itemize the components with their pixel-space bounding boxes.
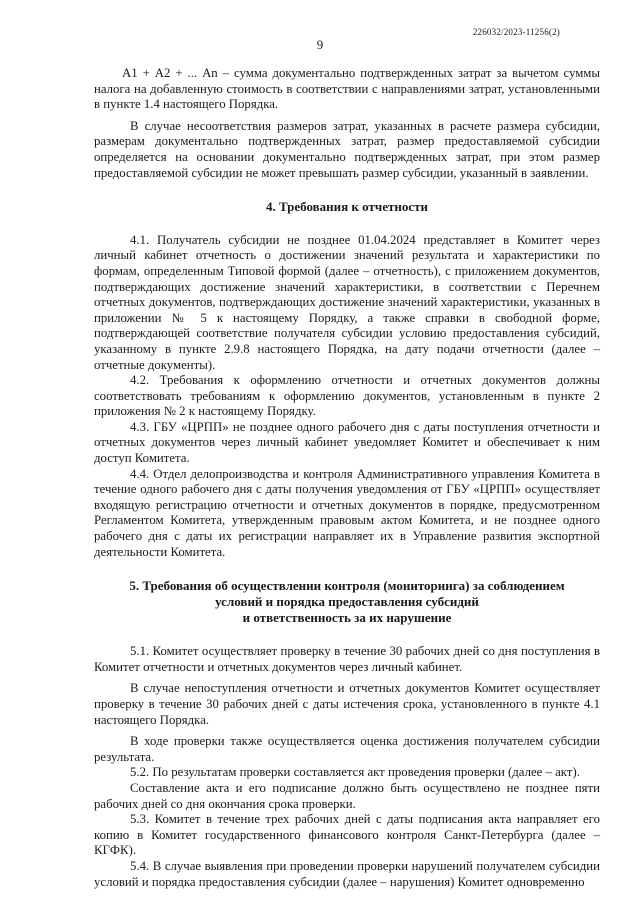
section-5-heading-line-1: 5. Требования об осуществлении контроля (мониторинга) за соблюдением <box>129 578 565 594</box>
paragraph-4-4: 4.4. Отдел делопроизводства и контроля Административного управления Комитета в течение одного рабочего дня с даты получения уведомления от ГБУ «ЦРПП» осуществляет входящую регистрацию отчетности и отчетных документов в порядке, предусмотренном Регламентом Комитета, утвержденным правовым актом Комитета, и не позднее одного рабочего дня с даты их регистрации направляет их в Управление развития экспортной деятельности Комитета. <box>94 466 600 559</box>
section-5-heading-line-3: и ответственность за их нарушение <box>242 610 452 626</box>
paragraph-mismatch: В случае несоответствия размеров затрат, указанных в расчете размера субсидии, размерам документально подтвержденных затрат, размер предоставляемой субсидии определяется на основании документально подтвержденных затрат, при этом размер предоставляемой субсидии не может превышать размер субсидии, указанный в заявлении. <box>94 118 600 180</box>
document-id: 226032/2023-11256(2) <box>472 27 560 37</box>
paragraph-5-1: 5.1. Комитет осуществляет проверку в течение 30 рабочих дней со дня поступления в Комитет отчетности и отчетных документов через личный кабинет. <box>94 644 600 674</box>
section-4-heading: 4. Требования к отчетности <box>265 199 429 215</box>
paragraph-5-1-nonreceipt: В случае непоступления отчетности и отчетных документов Комитет осуществляет проверку в течение 30 рабочих дней с даты истечения срока, установленного в пункте 4.1 настоящего Порядка. <box>94 681 600 727</box>
section-5-heading-line-2: условий и порядка предоставления субсидий <box>215 594 479 610</box>
paragraph-4-3: 4.3. ГБУ «ЦРПП» не позднее одного рабочего дня с даты поступления отчетности и отчетных документов через личный кабинет уведомляет Комитет и обеспечивает к ним доступ Комитета. <box>94 419 600 466</box>
paragraph-4-2: 4.2. Требования к оформлению отчетности и отчетных документов должны соответствовать требованиям к оформлению документов, установленным в пункте 2 приложения № 2 к настоящему Порядку. <box>94 373 600 419</box>
paragraph-5-3: 5.3. Комитет в течение трех рабочих дней с даты подписания акта направляет его копию в Комитет государственного финансового контроля Санкт-Петербурга (далее – КГФК). <box>94 812 600 858</box>
page-number: 9 <box>316 37 324 52</box>
paragraph-5-2-act: Составление акта и его подписание должно быть осуществлено не позднее пяти рабочих дней со дня окончания срока проверки. <box>94 780 600 811</box>
document-body <box>94 66 600 890</box>
section-5-heading <box>94 578 600 626</box>
paragraph-4-1: 4.1. Получатель субсидии не позднее 01.04.2024 представляет в Комитет через личный кабинет отчетность о достижении значений результата и характеристики по формам, определенным Типовой формой (далее – отчетность), с приложением документов, подтверждающих достижение значений характеристики, в соответствии с Перечнем отчетных документов, подтверждающих достижение значений характеристики, указанных в приложении № 5 к настоящему Порядку, а также справки в свободной форме, подтверждающей соответствие получателя субсидии условию предоставления субсидий, указанному в пункте 2.9.8 настоящего Порядка, на дату подачи отчетности (далее – отчетные документы). <box>94 232 600 372</box>
paragraph-5-4: 5.4. В случае выявления при проведении проверки нарушений получателем субсидии условий и порядка предоставления субсидии (далее – нарушения) Комитет одновременно <box>94 858 600 889</box>
paragraph-formula: А1 + А2 + ... Аn – сумма документально подтвержденных затрат за вычетом суммы налога на добавленную стоимость в соответствии с направлениями затрат, установленными в пункте 1.4 настоящего Порядка. <box>94 66 600 112</box>
paragraph-5-2: 5.2. По результатам проверки составляется акт проведения проверки (далее – акт). <box>130 765 580 780</box>
paragraph-5-1-assessment: В ходе проверки также осуществляется оценка достижения получателем субсидии результата. <box>94 734 600 764</box>
